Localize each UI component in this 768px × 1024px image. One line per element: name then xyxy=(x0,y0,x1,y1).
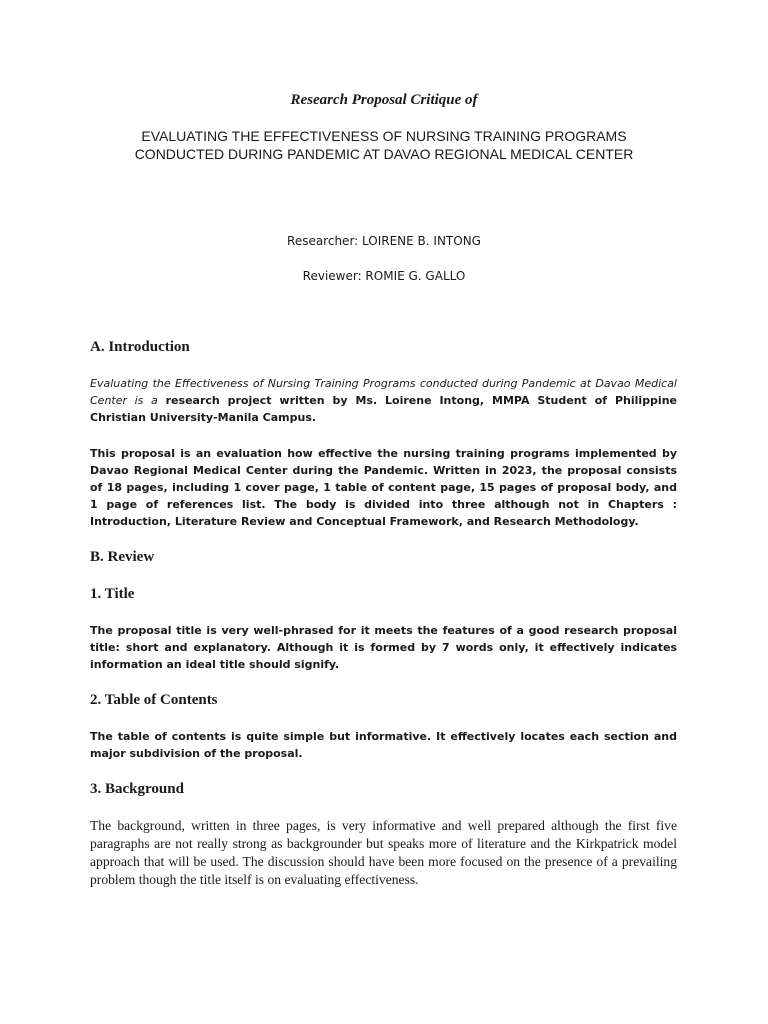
proposal-title: EVALUATING THE EFFECTIVENESS OF NURSING TRAINING PROGRAMS CONDUCTED DURING PANDEMIC AT DAVAO REGIONAL MEDICAL CENTER xyxy=(134,128,634,162)
reviewer-credit: Reviewer: ROMIE G. GALLO xyxy=(302,269,466,283)
researcher-credit: Researcher: LOIRENE B. INTONG xyxy=(287,234,481,248)
background-section-heading: 3. Background xyxy=(90,781,184,797)
title-section-heading: 1. Title xyxy=(90,586,135,602)
introduction-heading: A. Introduction xyxy=(90,339,190,355)
title-section-paragraph: The proposal title is very well-phrased for it meets the features of a good research proposal title: short and explanatory. Although it is formed by 7 words only, it effectively indicates information an ideal title should signify. xyxy=(90,624,677,671)
toc-section-heading: 2. Table of Contents xyxy=(90,692,218,708)
background-section-paragraph: The background, written in three pages, is very informative and well prepared although the first five paragraphs are not really strong as backgrounder but speaks more of literature and the Kirkpatrick model approach that will be used. The discussion should have been more focused on the presence of a prevailing problem though the title itself is on evaluating effectiveness. xyxy=(90,818,677,887)
document-heading: Research Proposal Critique of xyxy=(290,92,478,108)
introduction-paragraph xyxy=(90,375,677,426)
introduction-italic-title: Evaluating the Effectiveness of Nursing Training Programs conducted during Pandemic at Davao Medical Center is a xyxy=(90,377,677,407)
introduction-paragraph-rest: research project written by Ms. Loirene Intong, MMPA Student of Philippine Christian University-Manila Campus. xyxy=(90,394,677,424)
evaluation-paragraph: This proposal is an evaluation how effective the nursing training programs implemented by Davao Regional Medical Center during the Pandemic. Written in 2023, the proposal consists of 18 pages, including 1 cover page, 1 table of content page, 15 pages of proposal body, and 1 page of references list. The body is divided into three although not in Chapters : Introduction, Literature Review and Conceptual Framework, and Research Methodology. xyxy=(90,447,677,528)
review-heading: B. Review xyxy=(90,549,155,565)
toc-section-paragraph: The table of contents is quite simple but informative. It effectively locates each section and major subdivision of the proposal. xyxy=(90,730,677,760)
